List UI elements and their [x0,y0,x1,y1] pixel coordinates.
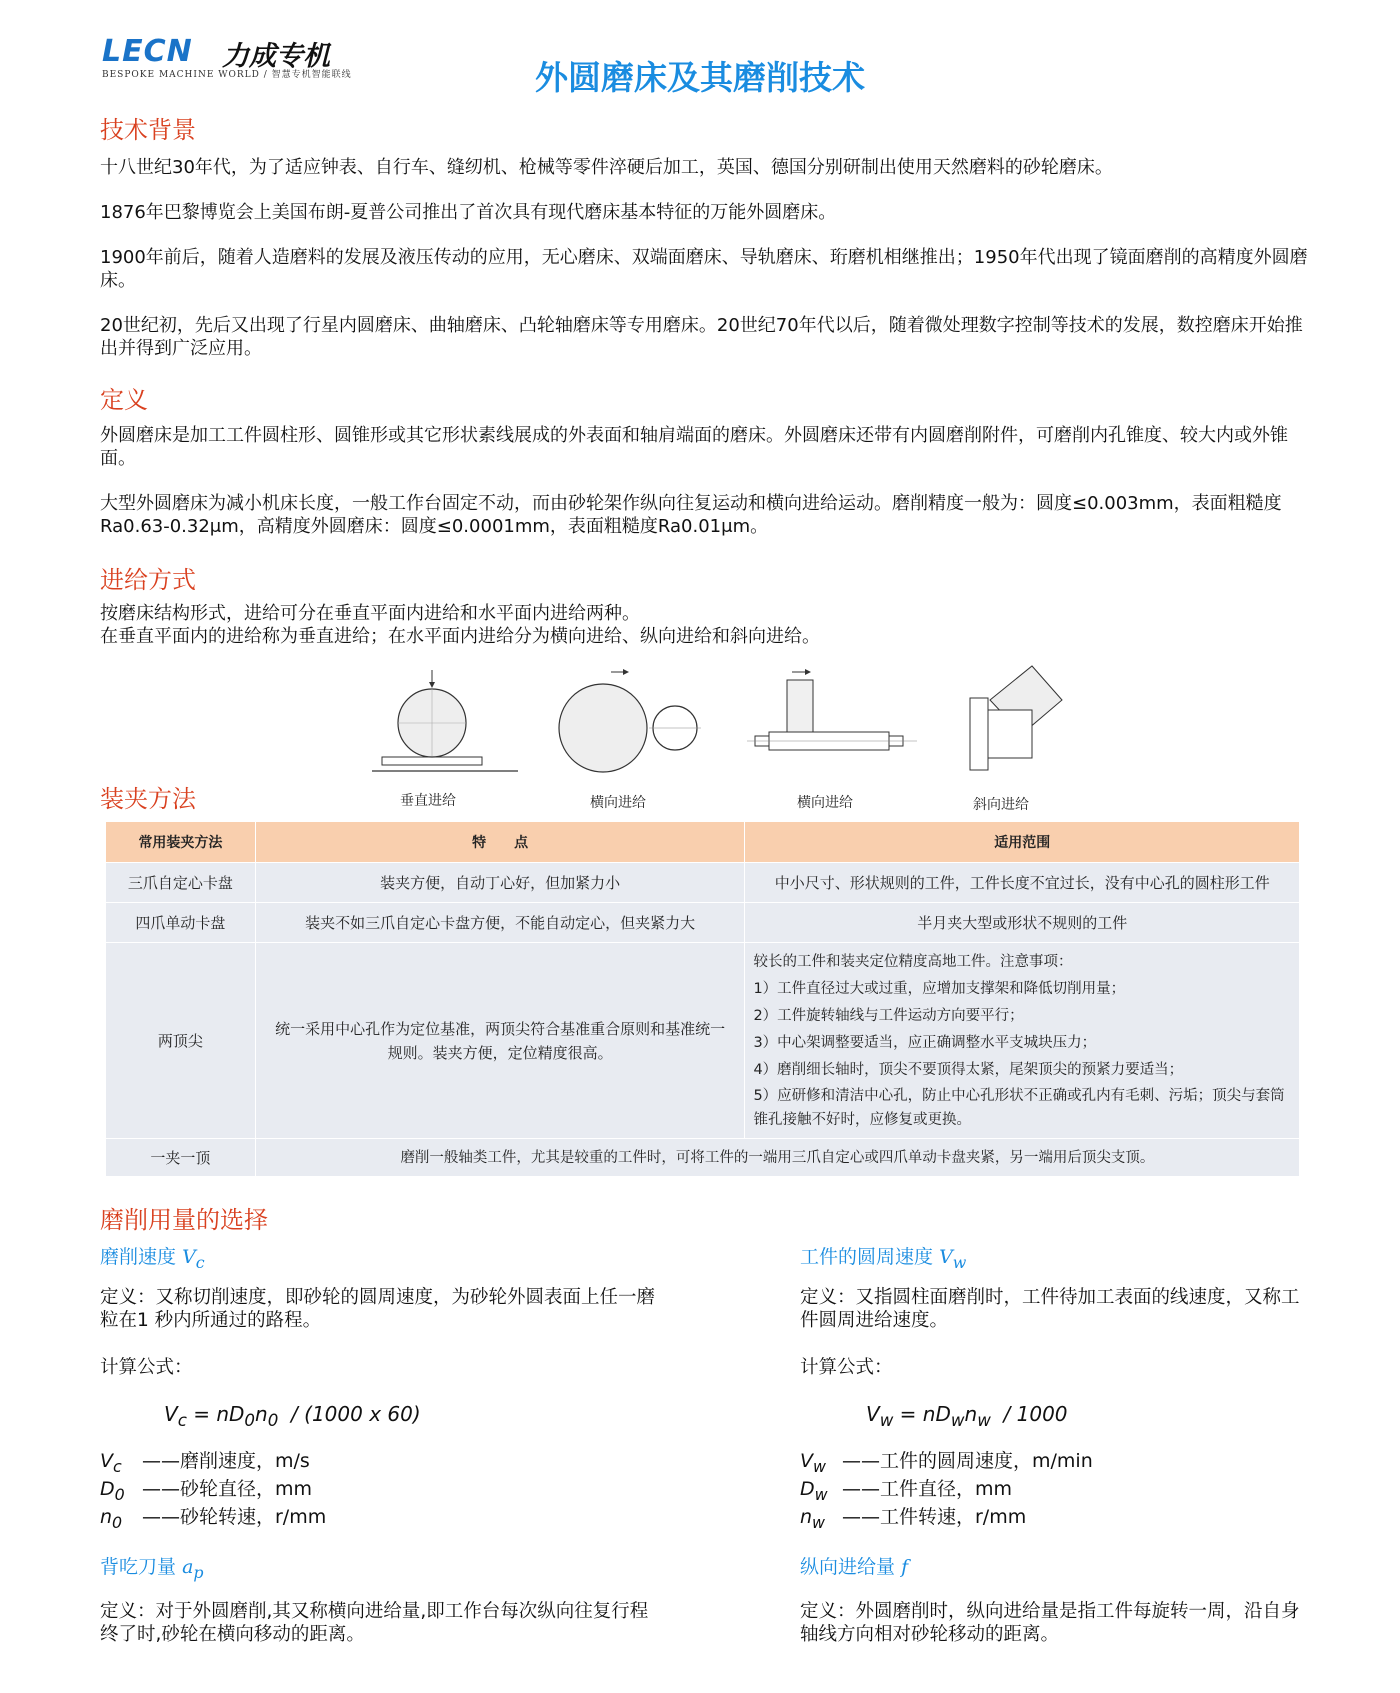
section-heading-definition: 定义 [100,386,148,414]
background-paragraph: 1900年前后，随着人造磨料的发展及液压传动的应用，无心磨床、双端面磨床、导轨磨床、珩磨机相继推出；1950年代出现了镜面磨削的高精度外圆磨床。 [100,247,1308,291]
var-sub: w [814,1484,828,1504]
definition-paragraph: 大型外圆磨床为减小机床长度，一般工作台固定不动，而由砂轮架作纵向往复运动和横向进给运动。磨削精度一般为：圆度≤0.003mm，表面粗糙度Ra0.63-0.32μm，高精度外圆磨床：圆度≤0.0001mm，表面粗糙度Ra0.01μm。 [100,493,1282,537]
feed-lines [100,602,1308,648]
logo-tagline: BESPOKE MACHINE WORLD / 智慧专机智能联线 [102,70,352,80]
f-definition: 定义：外圆磨削时，纵向进给量是指工件每旋转一周，沿自身轴线方向相对砂轮移动的距离。 [800,1601,1300,1645]
table-row [106,863,1300,903]
table-header-cell: 特 点 [255,822,745,863]
background-paragraphs [100,156,1308,382]
formula-body: = nD [899,1402,951,1426]
section-heading-background: 技术背景 [100,116,196,144]
symbol-sub: w [952,1252,967,1272]
subheading-text: 磨削速度 [100,1246,177,1268]
table-cell-scope [745,943,1300,1139]
subheading-ap [100,1552,204,1582]
table-cell-scope: 半月夹大型或形状不规则的工件 [745,903,1300,943]
var-sub: w [812,1512,825,1532]
variable-row [100,1506,326,1534]
symbol: V [939,1246,953,1268]
var-desc: ——砂轮直径，mm [142,1477,313,1500]
subheading-vc [100,1242,205,1272]
clamping-table [105,821,1300,1177]
vw-definition: 定义：又指圆柱面磨削时，工件待加工表面的线速度，又称工件圆周进给速度。 [800,1287,1300,1331]
table-row [106,943,1300,1139]
ap-definition: 定义：对于外圆磨削,其又称横向进给量,即工作台每次纵向往复行程终了时,砂轮在横向移动的距离。 [100,1601,649,1645]
vc-formula [164,1402,421,1430]
table-cell-feature: 统一采用中心孔作为定位基准，两顶尖符合基准重合原则和基准统一规则。装夹方便，定位精度很高。 [255,943,745,1139]
formula-symbol-sub: c [177,1411,187,1430]
var-desc: ——磨削速度，m/s [142,1450,310,1472]
var-sub: 0 [114,1484,125,1504]
background-paragraph: 1876年巴黎博览会上美国布朗-夏普公司推出了首次具有现代磨床基本特征的万能外圆磨床。 [100,202,837,223]
table-row [106,1139,1300,1177]
table-header-cell: 常用装夹方法 [106,822,256,863]
scope-line: 4）磨削细长轴时，顶尖不要顶得太紧，尾架顶尖的预紧力要适当； [753,1062,1184,1078]
section-heading-cutting: 磨削用量的选择 [100,1206,268,1234]
table-cell-method: 三爪自定心卡盘 [106,863,256,903]
symbol: a [182,1556,194,1578]
table-cell-method: 四爪单动卡盘 [106,903,256,943]
symbol: f [901,1556,909,1578]
section-heading-feed: 进给方式 [100,566,196,594]
var-symbol: V [100,1450,113,1472]
vc-calc-label: 计算公式： [100,1357,193,1378]
var-sub: w [813,1456,826,1476]
feed-line: 按磨床结构形式，进给可分在垂直平面内进给和水平面内进给两种。 [100,603,640,624]
background-paragraph: 十八世纪30年代，为了适应钟表、自行车、缝纫机、枪械等零件淬硬后加工，英国、德国分别研制出使用天然磨料的砂轮磨床。 [100,157,1113,178]
subheading-vw [800,1242,966,1272]
subheading-text: 纵向进给量 [800,1556,896,1578]
table-cell-method: 一夹一顶 [106,1139,256,1177]
table-cell-feature: 磨削一般轴类工件，尤其是较重的工件时，可将工件的一端用三爪自定心或四爪单动卡盘夹紧，另一端用后顶尖支顶。 [255,1139,1299,1177]
background-paragraph: 20世纪初，先后又出现了行星内圆磨床、曲轴磨床、凸轮轴磨床等专用磨床。20世纪70年代以后，随着微处理数字控制等技术的发展，数控磨床开始推出并得到广泛应用。 [100,315,1303,359]
figure-label: 垂直进给 [400,793,456,809]
scope-line: 较长的工件和装夹定位精度高地工件。注意事项： [753,954,1073,970]
subheading-text: 工件的圆周速度 [800,1246,934,1268]
figure-label: 斜向进给 [973,797,1029,813]
formula-body: = nD [193,1402,245,1426]
table-header-cell: 适用范围 [745,822,1300,863]
var-symbol: n [800,1505,813,1528]
vw-formula [866,1402,1068,1430]
scope-line: 2）工件旋转轴线与工件运动方向要平行； [753,1008,1024,1024]
table-cell-feature: 装夹方便，自动丁心好，但加紧力小 [255,863,745,903]
logo-mark: LECN [102,34,193,69]
scope-line: 1）工件直径过大或过重，应增加支撑架和降低切削用量； [753,981,1126,997]
formula-sub: w [950,1411,965,1430]
scope-line: 3）中心架调整要适当，应正确调整水平支城块压力； [753,1035,1097,1051]
formula-sub: 0 [267,1411,279,1430]
table-header-row [106,822,1300,863]
var-symbol: n [100,1505,113,1528]
figure-label: 横向进给 [590,795,646,811]
figure-label: 横向进给 [797,795,853,811]
formula-n: n [964,1402,978,1426]
formula-symbol: V [164,1402,178,1426]
scope-line: 5）应研修和清洁中心孔，防止中心孔形状不正确或孔内有毛刺、污垢；顶尖与套筒锥孔接触不好时，应修复或更换。 [753,1088,1285,1128]
formula-symbol: V [866,1402,880,1426]
variable-row [800,1450,1093,1478]
var-desc: ——砂轮转速，r/mm [142,1505,327,1528]
symbol-sub: c [195,1252,205,1272]
formula-symbol-sub: w [879,1411,894,1430]
variable-row [800,1478,1093,1506]
var-sub: c [113,1456,122,1476]
var-symbol: V [800,1450,813,1472]
feed-line: 在垂直平面内的进给称为垂直进给；在水平面内进给分为横向进给、纵向进给和斜向进给。 [100,626,820,647]
section-heading-clamping: 装夹方法 [100,785,196,813]
var-symbol: D [100,1477,115,1500]
formula-tail: / 1000 [1003,1402,1068,1426]
definition-paragraph: 外圆磨床是加工工件圆柱形、圆锥形或其它形状素线展成的外表面和轴肩端面的磨床。外圆磨床还带有内圆磨削附件，可磨削内孔锥度、较大内或外锥面。 [100,425,1288,469]
var-desc: ——工件的圆周速度，m/min [842,1450,1093,1472]
var-desc: ——工件转速，r/mm [842,1505,1027,1528]
variable-row [100,1478,326,1506]
figure-cross-feed-wheel [553,668,703,778]
page-title: 外圆磨床及其磨削技术 [535,58,865,97]
table-cell-feature: 装夹不如三爪自定心卡盘方便，不能自动定心，但夹紧力大 [255,903,745,943]
definition-paragraphs [100,424,1308,560]
figure-angular-feed [960,660,1070,780]
table-cell-method: 两顶尖 [106,943,256,1139]
formula-n: n [255,1402,268,1426]
var-sub: 0 [112,1512,123,1532]
formula-sub: 0 [244,1411,256,1430]
formula-sub: w [977,1411,991,1430]
table-cell-scope: 中小尺寸、形状规则的工件，工件长度不宜过长，没有中心孔的圆柱形工件 [745,863,1300,903]
formula-tail: / (1000 x 60) [291,1402,421,1426]
var-desc: ——工件直径，mm [842,1477,1013,1500]
var-symbol: D [800,1477,815,1500]
vw-calc-label: 计算公式： [800,1357,893,1378]
logo-chinese: 力成专机 [222,41,330,72]
variable-row [100,1450,326,1478]
symbol: V [182,1246,196,1268]
variable-row [800,1506,1093,1534]
symbol-sub: p [193,1562,204,1582]
subheading-f [800,1552,908,1579]
vw-variables [800,1450,1093,1533]
figure-cross-feed-shaft [747,668,917,778]
subheading-text: 背吃刀量 [100,1556,177,1578]
vc-definition: 定义：又称切削速度，即砂轮的圆周速度，为砂轮外圆表面上任一磨粒在1 秒内所通过的路程。 [100,1287,656,1331]
figure-vertical-feed [370,668,520,778]
vc-variables [100,1450,326,1533]
table-row [106,903,1300,943]
